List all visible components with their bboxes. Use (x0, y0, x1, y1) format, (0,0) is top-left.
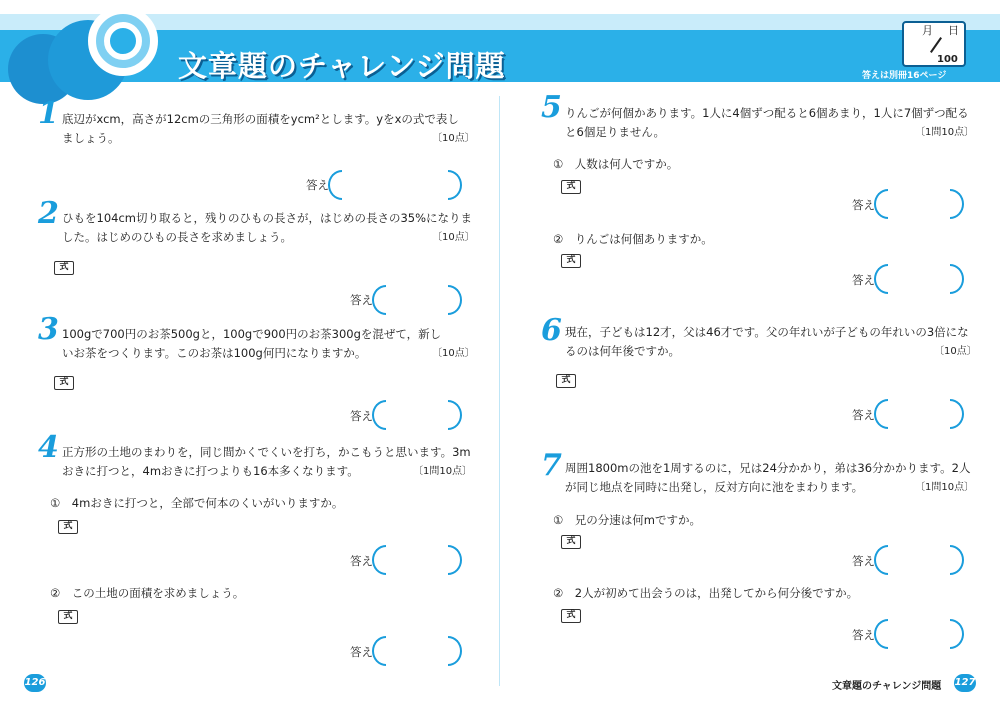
answer-label: 答え (350, 645, 373, 659)
answer-box-left-paren[interactable] (372, 400, 386, 430)
question-text: 100gで700円のお茶500gと，100gで900円のお茶300gを混ぜて，新し いお茶をつくります。このお茶は100g何円になりますか。 (62, 327, 442, 360)
answer-label: 答え (350, 293, 373, 307)
formula-label: 式 (58, 610, 78, 624)
answer-label: 答え (852, 273, 875, 287)
footer-title: 文章題のチャレンジ問題 (832, 681, 942, 692)
answer-box-left-paren[interactable] (874, 545, 888, 575)
page-number-left: 126 (24, 674, 46, 692)
question-number: 6 (541, 313, 562, 348)
question-number: 4 (38, 430, 59, 465)
question-number: 5 (541, 90, 562, 125)
answer-box-right-paren[interactable] (448, 545, 462, 575)
formula-label: 式 (561, 180, 581, 194)
points-label: 〔1問10点〕 (915, 127, 975, 138)
answer-label: 答え (852, 628, 875, 642)
answer-label: 答え (306, 178, 329, 192)
formula-label: 式 (58, 520, 78, 534)
answer-box-right-paren[interactable] (950, 264, 964, 294)
answer-label: 答え (350, 409, 373, 423)
answer-box-left-paren[interactable] (874, 619, 888, 649)
answer-label: 答え (852, 198, 875, 212)
question-text: 周囲1800mの池を1周するのに，兄は24分かかり，弟は36分かかります。2人 が同じ地点を同時に出発し，反対方向に池をまわります。 (565, 461, 971, 494)
score-month-label: 月 (922, 24, 933, 37)
answer-box-left-paren[interactable] (874, 189, 888, 219)
answer-box-left-paren[interactable] (874, 399, 888, 429)
answer-box-right-paren[interactable] (950, 399, 964, 429)
question-number: 2 (38, 196, 59, 231)
answer-box-left-paren[interactable] (874, 264, 888, 294)
sub-question: ② 2人が初めて出会うのは，出発してから何分後ですか。 (553, 586, 859, 600)
answer-box-left-paren[interactable] (372, 545, 386, 575)
points-label: 〔10点〕 (934, 346, 977, 357)
question-number: 7 (541, 448, 562, 483)
question-text: りんごが何個かあります。1人に4個ずつ配ると6個あまり，1人に7個ずつ配る と6個足りません。 (565, 106, 969, 139)
question-number: 3 (38, 312, 59, 347)
answer-label: 答え (350, 554, 373, 568)
answer-box-right-paren[interactable] (950, 619, 964, 649)
answer-box-right-paren[interactable] (448, 636, 462, 666)
formula-label: 式 (561, 535, 581, 549)
points-label: 〔10点〕 (432, 348, 475, 359)
answer-box-right-paren[interactable] (448, 170, 462, 200)
score-max: 100 (937, 54, 958, 65)
sub-question: ② この土地の面積を求めましょう。 (50, 586, 245, 600)
answer-box-right-paren[interactable] (950, 545, 964, 575)
answer-box-left-paren[interactable] (372, 636, 386, 666)
answer-label: 答え (852, 554, 875, 568)
formula-label: 式 (561, 609, 581, 623)
sub-question: ① 兄の分速は何mですか。 (553, 513, 702, 527)
question-number: 1 (38, 96, 59, 131)
sub-question: ② りんごは何個ありますか。 (553, 232, 713, 246)
score-day-label: 日 (948, 24, 959, 37)
question-text: 正方形の土地のまわりを，同じ間かくでくいを打ち，かこもうと思います。3m おきに打つと，4mおきに打つよりも16本多くなります。 (62, 445, 471, 478)
answer-note: 答えは別冊16ページ (862, 71, 947, 81)
question-text: 現在，子どもは12才，父は46才です。父の年れいが子どもの年れいの3倍にな るのは何年後ですか。 (565, 325, 969, 358)
page-divider (499, 96, 500, 686)
points-label: 〔10点〕 (432, 232, 475, 243)
answer-box-right-paren[interactable] (950, 189, 964, 219)
answer-box-left-paren[interactable] (372, 285, 386, 315)
points-label: 〔10点〕 (432, 133, 475, 144)
question-text: 底辺がxcm，高さが12cmの三角形の面積をycm²とします。yをxの式で表し ましょう。 (62, 112, 459, 145)
answer-box-right-paren[interactable] (448, 400, 462, 430)
page-title: 文章題のチャレンジ問題 (178, 49, 506, 83)
formula-label: 式 (556, 374, 576, 388)
formula-label: 式 (54, 376, 74, 390)
answer-box-left-paren[interactable] (328, 170, 342, 200)
formula-label: 式 (561, 254, 581, 268)
points-label: 〔1問10点〕 (915, 482, 975, 493)
points-label: 〔1問10点〕 (413, 466, 473, 477)
page-number-right: 127 (954, 674, 976, 692)
answer-box-right-paren[interactable] (448, 285, 462, 315)
answer-label: 答え (852, 408, 875, 422)
formula-label: 式 (54, 261, 74, 275)
question-text: ひもを104cm切り取ると，残りのひもの長さが，はじめの長さの35%になりま した。はじめのひもの長さを求めましょう。 (62, 211, 473, 244)
sub-question: ① 4mおきに打つと，全部で何本のくいがいりますか。 (50, 496, 344, 510)
sub-question: ① 人数は何人ですか。 (553, 157, 679, 171)
decorative-ring (104, 22, 142, 60)
